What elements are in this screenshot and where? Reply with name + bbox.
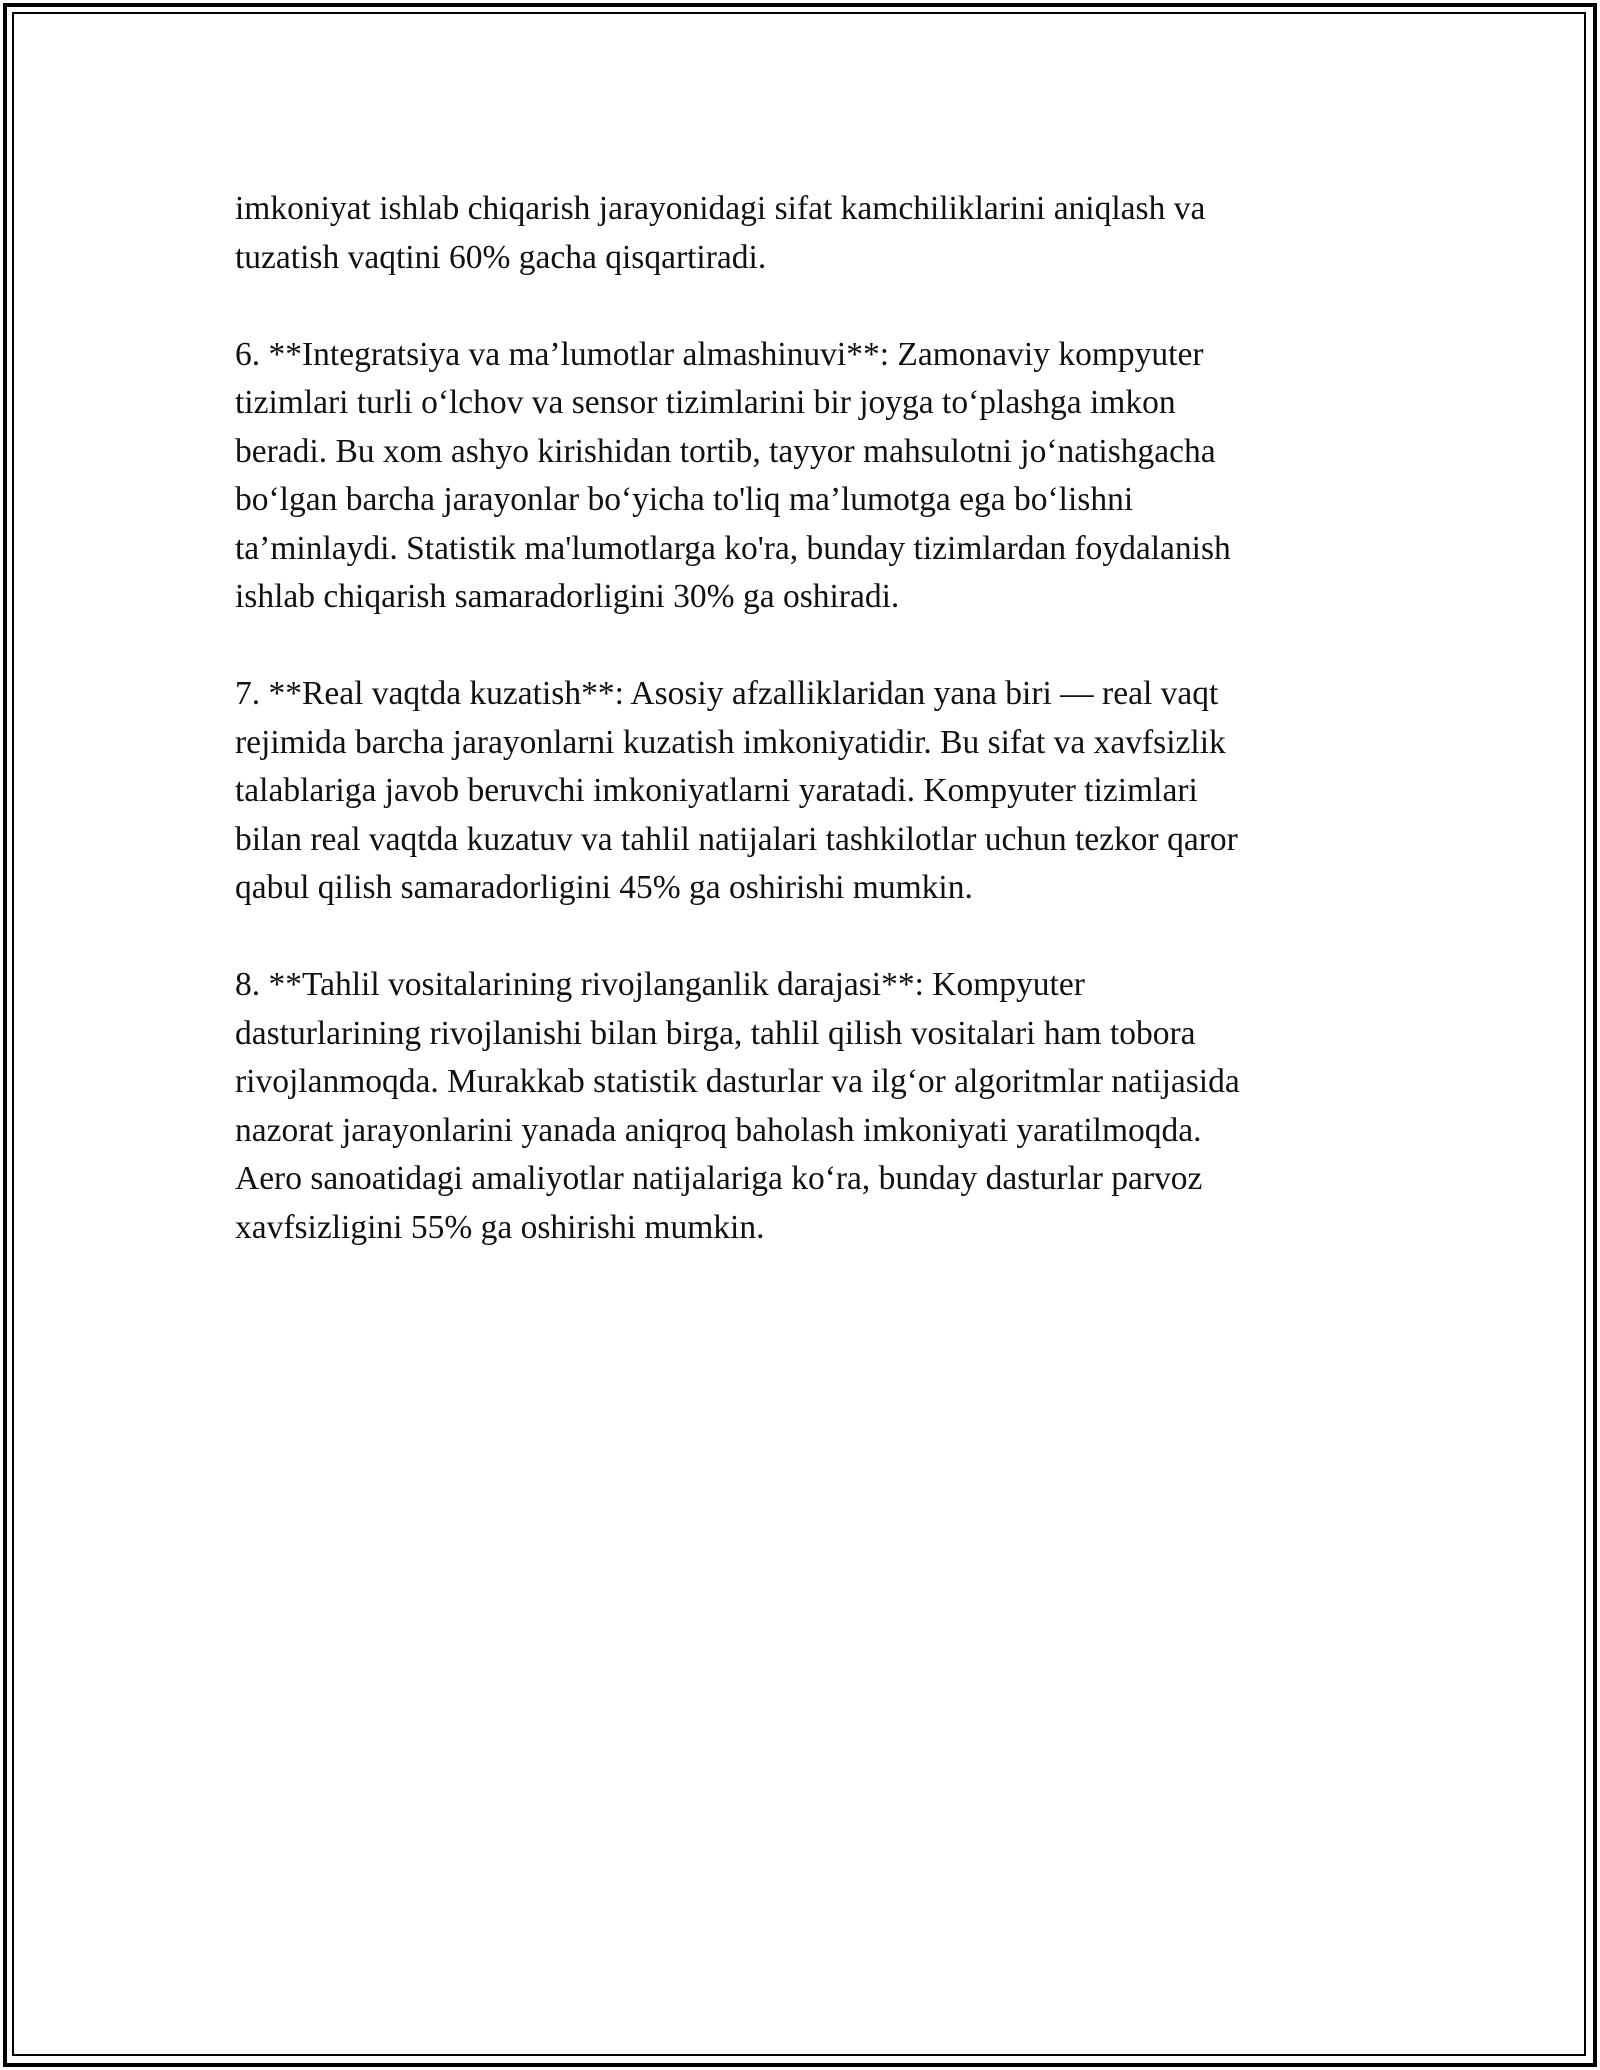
document-body	[235, 185, 1375, 1301]
paragraph-analysis-tools: 8. **Tahlil vositalarining rivojlanganlik darajasi**: Kompyuter dasturlarining rivojlanishi bilan birga, tahlil qilish vositalari ham tobora rivojlanmoqda. Murakkab statistik dasturlar va ilg‘or algoritmlar natijasida nazorat jarayonlarini yanada aniqroq baholash imkoniyati yaratilmoqda. Aero sanoatidagi amaliyotlar natijalariga ko‘ra, bunday dasturlar parvoz xavfsizligini 55% ga oshirishi mumkin.	[235, 966, 1240, 1246]
paragraph-integration: 6. **Integratsiya va ma’lumotlar almashinuvi**: Zamonaviy kompyuter tizimlari turli o‘lchov va sensor tizimlarini bir joyga to‘plashga imkon beradi. Bu xom ashyo kirishidan tortib, tayyor mahsulotni jo‘natishgacha bo‘lgan barcha jarayonlar bo‘yicha to'liq ma’lumotga ega bo‘lishni ta’minlaydi. Statistik ma'lumotlarga ko'ra, bunday tizimlardan foydalanish ishlab chiqarish samaradorligini 30% ga oshiradi.	[235, 335, 1231, 615]
paragraph-continuation: imkoniyat ishlab chiqarish jarayonidagi sifat kamchiliklarini aniqlash va tuzatish vaqtini 60% gacha qisqartiradi.	[235, 190, 1206, 276]
paragraph-realtime-monitoring: 7. **Real vaqtda kuzatish**: Asosiy afzalliklaridan yana biri — real vaqt rejimida barcha jarayonlarni kuzatish imkoniyatidir. Bu sifat va xavfsizlik talablariga javob beruvchi imkoniyatlarni yaratadi. Kompyuter tizimlari bilan real vaqtda kuzatuv va tahlil natijalari tashkilotlar uchun tezkor qaror qabul qilish samaradorligini 45% ga oshirishi mumkin.	[235, 675, 1238, 906]
